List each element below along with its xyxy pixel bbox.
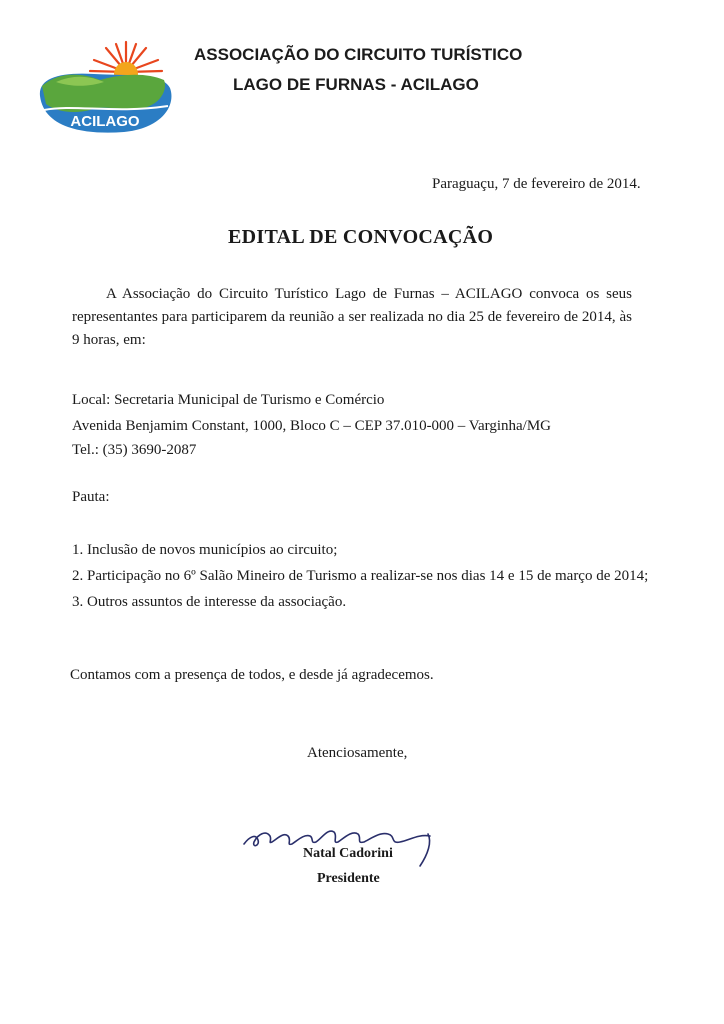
closing-sentence: Contamos com a presença de todos, e desde já agradecemos. bbox=[70, 667, 434, 683]
location-line: Local: Secretaria Municipal de Turismo e Comércio bbox=[72, 392, 385, 408]
regards-line: Atenciosamente, bbox=[307, 745, 408, 761]
document-title: EDITAL DE CONVOCAÇÃO bbox=[228, 226, 494, 248]
date-line: Paraguaçu, 7 de fevereiro de 2014. bbox=[432, 176, 641, 192]
hills-shape bbox=[42, 75, 165, 112]
phone-line: Tel.: (35) 3690-2087 bbox=[72, 442, 197, 458]
agenda-item: 2. Participação no 6º Salão Mineiro de Turismo a realizar-se nos dias 14 e 15 de março de 2014; bbox=[72, 568, 649, 584]
address-line: Avenida Benjamim Constant, 1000, Bloco C – CEP 37.010-000 – Varginha/MG bbox=[72, 418, 552, 434]
agenda-label: Pauta: bbox=[72, 489, 110, 505]
agenda-item: 3. Outros assuntos de interesse da associação. bbox=[72, 594, 347, 610]
intro-paragraph: A Associação do Circuito Turístico Lago de Furnas – ACILAGO convoca os seus representantes para participarem da reunião a ser realizada no dia 25 de fevereiro de 2014, às 9 horas, em: bbox=[72, 286, 632, 348]
acilago-logo bbox=[34, 38, 176, 134]
logo-text: ACILAGO bbox=[70, 113, 140, 130]
signer-name: Natal Cadorini bbox=[303, 846, 393, 861]
organization-name-line2: LAGO DE FURNAS - ACILAGO bbox=[233, 75, 479, 94]
organization-name-line1: ASSOCIAÇÃO DO CIRCUITO TURÍSTICO bbox=[194, 45, 523, 64]
agenda-item: 1. Inclusão de novos municípios ao circuito; bbox=[72, 542, 338, 558]
signer-title: Presidente bbox=[317, 871, 380, 886]
